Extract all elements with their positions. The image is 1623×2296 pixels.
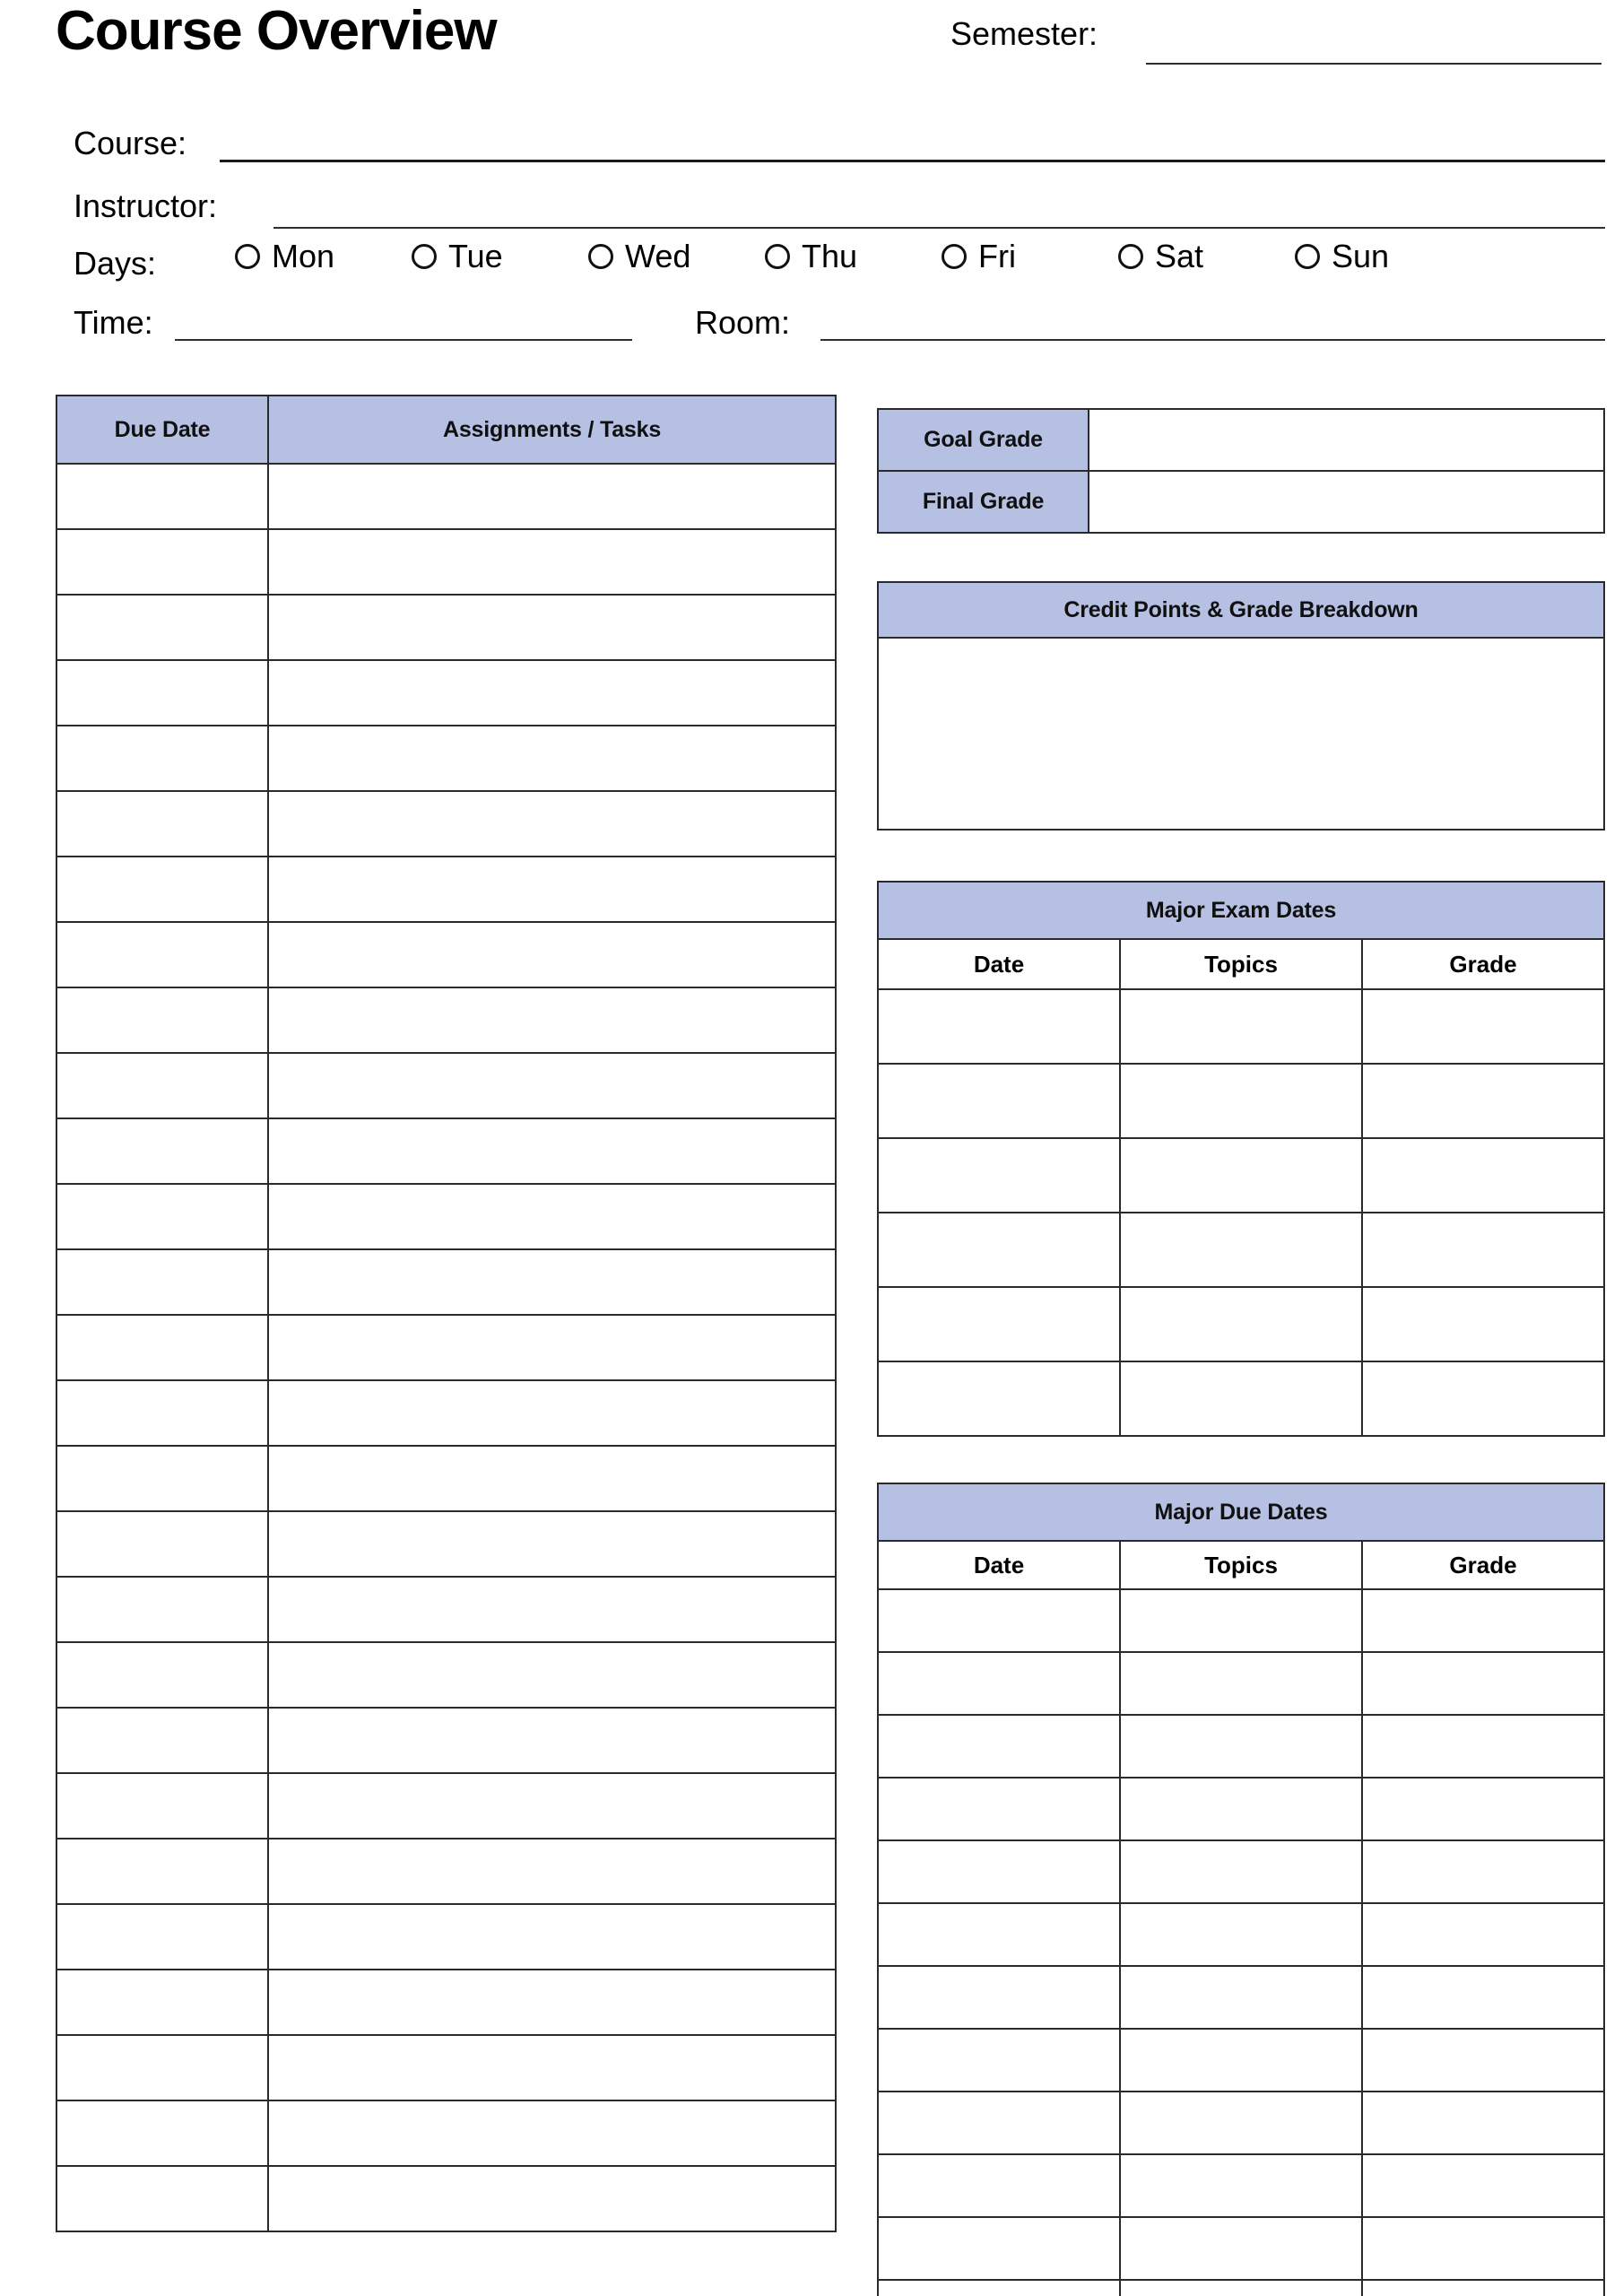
- assignment-task-cell[interactable]: [268, 1249, 836, 1315]
- radio-circle-icon[interactable]: [765, 244, 790, 269]
- table-row: [56, 2166, 836, 2231]
- due-grade-cell[interactable]: [1362, 1778, 1604, 1840]
- radio-circle-icon[interactable]: [942, 244, 967, 269]
- table-row: [878, 638, 1604, 830]
- exam-grade-cell[interactable]: [1362, 1287, 1604, 1361]
- table-header-row: [878, 582, 1604, 638]
- assignment-due-date-cell[interactable]: [56, 2166, 268, 2231]
- assignment-task-cell[interactable]: [268, 2166, 836, 2231]
- due-grade-cell[interactable]: [1362, 2029, 1604, 2092]
- due-topics-cell[interactable]: [1120, 2217, 1362, 2280]
- table-row: [878, 1715, 1604, 1778]
- assignments-table: [56, 395, 837, 2232]
- major-exam-dates-title: Major Exam Dates: [878, 882, 1604, 939]
- credit-points-notes-area[interactable]: [878, 638, 1604, 830]
- exam-grade-cell[interactable]: [1362, 1213, 1604, 1287]
- assignment-due-date-cell[interactable]: [56, 1315, 268, 1380]
- due-date-cell[interactable]: [878, 1903, 1120, 1966]
- table-row: [56, 791, 836, 857]
- goal-grade-value[interactable]: [1089, 409, 1604, 471]
- assignment-due-date-cell[interactable]: [56, 1642, 268, 1708]
- due-date-cell[interactable]: [878, 1966, 1120, 2029]
- assignment-task-cell[interactable]: [268, 529, 836, 595]
- assignment-task-cell[interactable]: [268, 922, 836, 987]
- assignment-due-date-cell[interactable]: [56, 987, 268, 1053]
- semester-label: Semester:: [950, 15, 1098, 52]
- assignment-due-date-cell[interactable]: [56, 922, 268, 987]
- assignment-task-cell[interactable]: [268, 857, 836, 922]
- assignment-task-cell[interactable]: [268, 1446, 836, 1511]
- assignment-task-cell[interactable]: [268, 1970, 836, 2035]
- assignment-task-cell[interactable]: [268, 1642, 836, 1708]
- table-row: [878, 2029, 1604, 2092]
- table-row: [56, 987, 836, 1053]
- exam-grade-cell[interactable]: [1362, 1064, 1604, 1138]
- due-grade-cell[interactable]: [1362, 2280, 1604, 2296]
- due-topics-cell[interactable]: [1120, 1715, 1362, 1778]
- table-header-row: [878, 882, 1604, 939]
- day-label-thu: Thu: [802, 238, 858, 274]
- due-grade-cell[interactable]: [1362, 1903, 1604, 1966]
- assignment-task-cell[interactable]: [268, 1708, 836, 1773]
- assignment-due-date-cell[interactable]: [56, 1184, 268, 1249]
- major-exam-dates-body: [878, 989, 1604, 1436]
- radio-circle-icon[interactable]: [1295, 244, 1320, 269]
- exam-date-cell[interactable]: [878, 1064, 1120, 1138]
- table-row: [878, 1287, 1604, 1361]
- table-row: [56, 922, 836, 987]
- credit-points-title: Credit Points & Grade Breakdown: [878, 582, 1604, 638]
- radio-circle-icon[interactable]: [412, 244, 437, 269]
- due-date-cell[interactable]: [878, 2029, 1120, 2092]
- due-date-cell[interactable]: [878, 2154, 1120, 2217]
- assignment-due-date-cell[interactable]: [56, 1970, 268, 2035]
- table-row: [56, 726, 836, 791]
- assignment-due-date-cell[interactable]: [56, 1839, 268, 1904]
- assignment-due-date-cell[interactable]: [56, 1053, 268, 1118]
- exam-grade-cell[interactable]: [1362, 989, 1604, 1064]
- due-date-cell[interactable]: [878, 1840, 1120, 1903]
- due-topics-cell[interactable]: [1120, 1652, 1362, 1715]
- exam-topics-cell[interactable]: [1120, 1213, 1362, 1287]
- assignment-due-date-cell[interactable]: [56, 595, 268, 660]
- due-topics-cell[interactable]: [1120, 1589, 1362, 1652]
- assignment-due-date-cell[interactable]: [56, 857, 268, 922]
- assignment-due-date-cell[interactable]: [56, 660, 268, 726]
- assignment-due-date-cell[interactable]: [56, 529, 268, 595]
- table-row: [878, 2280, 1604, 2296]
- exam-date-cell[interactable]: [878, 1138, 1120, 1213]
- day-option-sat[interactable]: [1118, 240, 1295, 273]
- exam-date-cell[interactable]: [878, 1287, 1120, 1361]
- day-label-sat: Sat: [1155, 238, 1204, 274]
- day-option-fri[interactable]: [942, 240, 1118, 273]
- table-row: [56, 1642, 836, 1708]
- exam-date-cell[interactable]: [878, 1361, 1120, 1436]
- exam-topics-cell[interactable]: [1120, 989, 1362, 1064]
- assignment-due-date-cell[interactable]: [56, 1118, 268, 1184]
- table-row: [878, 1138, 1604, 1213]
- due-topics-cell[interactable]: [1120, 2092, 1362, 2154]
- table-row: [56, 1249, 836, 1315]
- due-grade-cell[interactable]: [1362, 1840, 1604, 1903]
- due-grade-cell[interactable]: [1362, 2217, 1604, 2280]
- table-row: [56, 464, 836, 529]
- day-label-wed: Wed: [625, 238, 691, 274]
- due-grade-cell[interactable]: [1362, 2154, 1604, 2217]
- instructor-label: Instructor:: [74, 187, 218, 224]
- exam-topics-cell[interactable]: [1120, 1064, 1362, 1138]
- column-header-exam-grade: Grade: [1362, 939, 1604, 989]
- page-title: Course Overview: [56, 0, 497, 62]
- assignment-due-date-cell[interactable]: [56, 791, 268, 857]
- major-exam-dates-table: [877, 881, 1605, 1437]
- assignment-due-date-cell[interactable]: [56, 1577, 268, 1642]
- table-row: [56, 1904, 836, 1970]
- due-topics-cell[interactable]: [1120, 1840, 1362, 1903]
- table-row: [56, 1380, 836, 1446]
- table-row: [56, 1708, 836, 1773]
- column-header-exam-topics: Topics: [1120, 939, 1362, 989]
- table-row: [56, 1315, 836, 1380]
- due-date-cell[interactable]: [878, 1715, 1120, 1778]
- final-grade-value[interactable]: [1089, 471, 1604, 533]
- assignment-due-date-cell[interactable]: [56, 2035, 268, 2100]
- assignment-task-cell[interactable]: [268, 2100, 836, 2166]
- due-date-cell[interactable]: [878, 2217, 1120, 2280]
- table-subheader-row: [878, 1541, 1604, 1589]
- column-header-due-date: Due Date: [56, 396, 268, 464]
- day-option-thu[interactable]: [765, 240, 942, 273]
- assignment-task-cell[interactable]: [268, 1053, 836, 1118]
- days-label: Days:: [74, 245, 157, 282]
- due-grade-cell[interactable]: [1362, 2092, 1604, 2154]
- assignment-task-cell[interactable]: [268, 791, 836, 857]
- course-label: Course:: [74, 125, 187, 161]
- table-row: [56, 1577, 836, 1642]
- assignment-task-cell[interactable]: [268, 1839, 836, 1904]
- assignment-due-date-cell[interactable]: [56, 1380, 268, 1446]
- table-row: [878, 1840, 1604, 1903]
- major-due-dates-title: Major Due Dates: [878, 1483, 1604, 1541]
- column-header-assignments: Assignments / Tasks: [268, 396, 836, 464]
- due-grade-cell[interactable]: [1362, 1589, 1604, 1652]
- day-label-fri: Fri: [978, 238, 1016, 274]
- day-label-mon: Mon: [272, 238, 335, 274]
- assignment-task-cell[interactable]: [268, 1773, 836, 1839]
- due-date-cell[interactable]: [878, 2280, 1120, 2296]
- table-row: [56, 529, 836, 595]
- table-row: [56, 1511, 836, 1577]
- exam-grade-cell[interactable]: [1362, 1138, 1604, 1213]
- due-date-cell[interactable]: [878, 1589, 1120, 1652]
- table-row: [878, 989, 1604, 1064]
- table-row: [56, 595, 836, 660]
- assignment-task-cell[interactable]: [268, 1315, 836, 1380]
- assignment-task-cell[interactable]: [268, 660, 836, 726]
- assignment-task-cell[interactable]: [268, 464, 836, 529]
- table-row: [878, 1361, 1604, 1436]
- table-row: [56, 1118, 836, 1184]
- assignment-task-cell[interactable]: [268, 1184, 836, 1249]
- due-topics-cell[interactable]: [1120, 1778, 1362, 1840]
- goal-grade-label: Goal Grade: [878, 409, 1089, 471]
- final-grade-label: Final Grade: [878, 471, 1089, 533]
- assignment-task-cell[interactable]: [268, 1577, 836, 1642]
- assignment-task-cell[interactable]: [268, 595, 836, 660]
- table-subheader-row: [878, 939, 1604, 989]
- table-header-row: [878, 1483, 1604, 1541]
- assignment-task-cell[interactable]: [268, 2035, 836, 2100]
- table-row: [878, 1589, 1604, 1652]
- day-option-wed[interactable]: [588, 240, 765, 273]
- assignment-task-cell[interactable]: [268, 1511, 836, 1577]
- time-label: Time:: [74, 304, 153, 341]
- credit-points-table: [877, 581, 1605, 831]
- table-row: [56, 857, 836, 922]
- due-date-cell[interactable]: [878, 2092, 1120, 2154]
- exam-topics-cell[interactable]: [1120, 1287, 1362, 1361]
- due-topics-cell[interactable]: [1120, 2154, 1362, 2217]
- assignment-due-date-cell[interactable]: [56, 464, 268, 529]
- radio-circle-icon[interactable]: [588, 244, 613, 269]
- table-row: [878, 2092, 1604, 2154]
- column-header-exam-date: Date: [878, 939, 1120, 989]
- radio-circle-icon[interactable]: [1118, 244, 1143, 269]
- table-row: [878, 1778, 1604, 1840]
- assignment-due-date-cell[interactable]: [56, 1708, 268, 1773]
- day-label-tue: Tue: [448, 238, 503, 274]
- table-row: [878, 1652, 1604, 1715]
- major-due-dates-body: [878, 1589, 1604, 2296]
- assignment-due-date-cell[interactable]: [56, 1446, 268, 1511]
- table-row: [56, 1446, 836, 1511]
- due-topics-cell[interactable]: [1120, 2029, 1362, 2092]
- table-row: [878, 2154, 1604, 2217]
- major-due-dates-table: [877, 1483, 1605, 2296]
- radio-circle-icon[interactable]: [235, 244, 260, 269]
- table-row: [56, 1773, 836, 1839]
- exam-topics-cell[interactable]: [1120, 1361, 1362, 1436]
- due-topics-cell[interactable]: [1120, 1966, 1362, 2029]
- due-topics-cell[interactable]: [1120, 2280, 1362, 2296]
- table-header-row: [56, 396, 836, 464]
- table-row: [878, 409, 1604, 471]
- table-row: [878, 1903, 1604, 1966]
- table-row: [56, 1184, 836, 1249]
- room-input-line[interactable]: [820, 339, 1605, 341]
- assignments-table-body: [56, 464, 836, 2231]
- assignment-task-cell[interactable]: [268, 1904, 836, 1970]
- due-grade-cell[interactable]: [1362, 1652, 1604, 1715]
- assignment-task-cell[interactable]: [268, 987, 836, 1053]
- assignment-due-date-cell[interactable]: [56, 1511, 268, 1577]
- day-label-sun: Sun: [1332, 238, 1390, 274]
- day-option-mon[interactable]: [235, 240, 412, 273]
- table-row: [878, 471, 1604, 533]
- table-row: [56, 1053, 836, 1118]
- room-label: Room:: [695, 304, 791, 341]
- grade-summary-table: [877, 408, 1605, 534]
- table-row: [878, 1966, 1604, 2029]
- assignment-task-cell[interactable]: [268, 726, 836, 791]
- assignment-task-cell[interactable]: [268, 1380, 836, 1446]
- table-row: [56, 1839, 836, 1904]
- exam-grade-cell[interactable]: [1362, 1361, 1604, 1436]
- assignment-due-date-cell[interactable]: [56, 1773, 268, 1839]
- table-row: [56, 1970, 836, 2035]
- due-grade-cell[interactable]: [1362, 1966, 1604, 2029]
- column-header-due-grade: Grade: [1362, 1541, 1604, 1589]
- table-row: [878, 1213, 1604, 1287]
- column-header-due-topics: Topics: [1120, 1541, 1362, 1589]
- assignment-task-cell[interactable]: [268, 1118, 836, 1184]
- due-topics-cell[interactable]: [1120, 1903, 1362, 1966]
- table-row: [56, 2035, 836, 2100]
- assignment-due-date-cell[interactable]: [56, 1904, 268, 1970]
- assignment-due-date-cell[interactable]: [56, 1249, 268, 1315]
- days-checkbox-group: [235, 240, 1471, 273]
- due-date-cell[interactable]: [878, 1778, 1120, 1840]
- exam-date-cell[interactable]: [878, 1213, 1120, 1287]
- column-header-due-date: Date: [878, 1541, 1120, 1589]
- exam-topics-cell[interactable]: [1120, 1138, 1362, 1213]
- assignment-due-date-cell[interactable]: [56, 726, 268, 791]
- instructor-input-line[interactable]: [273, 227, 1605, 229]
- due-grade-cell[interactable]: [1362, 1715, 1604, 1778]
- table-row: [56, 2100, 836, 2166]
- semester-input-line[interactable]: [1146, 63, 1601, 65]
- due-date-cell[interactable]: [878, 1652, 1120, 1715]
- exam-date-cell[interactable]: [878, 989, 1120, 1064]
- assignment-due-date-cell[interactable]: [56, 2100, 268, 2166]
- day-option-tue[interactable]: [412, 240, 588, 273]
- course-input-line[interactable]: [220, 160, 1605, 162]
- table-row: [878, 1064, 1604, 1138]
- time-input-line[interactable]: [175, 339, 632, 341]
- table-row: [878, 2217, 1604, 2280]
- day-option-sun[interactable]: [1295, 240, 1471, 273]
- table-row: [56, 660, 836, 726]
